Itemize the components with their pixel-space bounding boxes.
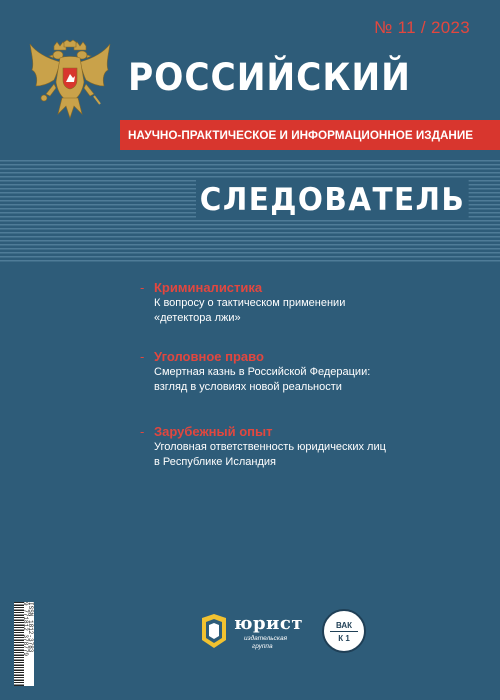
article-dash: - [140, 280, 145, 295]
article-title-line: «детектора лжи» [154, 312, 241, 324]
article-section: Криминалистика [154, 280, 263, 295]
article-title-line: в Республике Исландия [154, 456, 276, 468]
publisher-logo [200, 612, 305, 652]
article-title-line: взгляд в условиях новой реальности [154, 381, 342, 393]
subtitle-banner [120, 120, 500, 150]
article-dash: - [140, 424, 145, 439]
barcode [14, 602, 34, 686]
vak-label: ВАК [335, 621, 353, 630]
article-section: Уголовное право [154, 349, 264, 364]
article-title-line: К вопросу о тактическом применении [154, 297, 346, 309]
journal-subtitle: НАУЧНО-ПРАКТИЧЕСКОЕ И ИНФОРМАЦИОННОЕ ИЗДАНИЕ [128, 128, 474, 142]
double-headed-eagle-icon [28, 40, 112, 122]
barcode-number: 9 771812 378779 [22, 602, 29, 657]
article-title-line: Смертная казнь в Российской Федерации: [154, 366, 371, 378]
barcode-digits [22, 602, 34, 686]
journal-title-line2: СЛЕДОВАТЕЛЬ [196, 180, 469, 220]
vak-category: К 1 [338, 634, 350, 643]
article-section: Зарубежный опыт [154, 424, 273, 439]
publisher-subtitle: группа [252, 643, 273, 650]
article-title-line: Уголовная ответственность юридических лиц [154, 441, 386, 453]
publisher-subtitle: издательская [244, 635, 288, 642]
vak-divider [330, 631, 358, 632]
publisher-name: юрист [234, 613, 304, 634]
yurist-book-icon [200, 614, 228, 648]
vak-badge [322, 609, 366, 653]
issn-label: ISSN 1812-3783 [27, 602, 34, 653]
article-dash: - [140, 349, 145, 364]
journal-title-line1: РОССИЙСКИЙ [128, 56, 411, 99]
issue-number: № 11 / 2023 [374, 18, 470, 37]
